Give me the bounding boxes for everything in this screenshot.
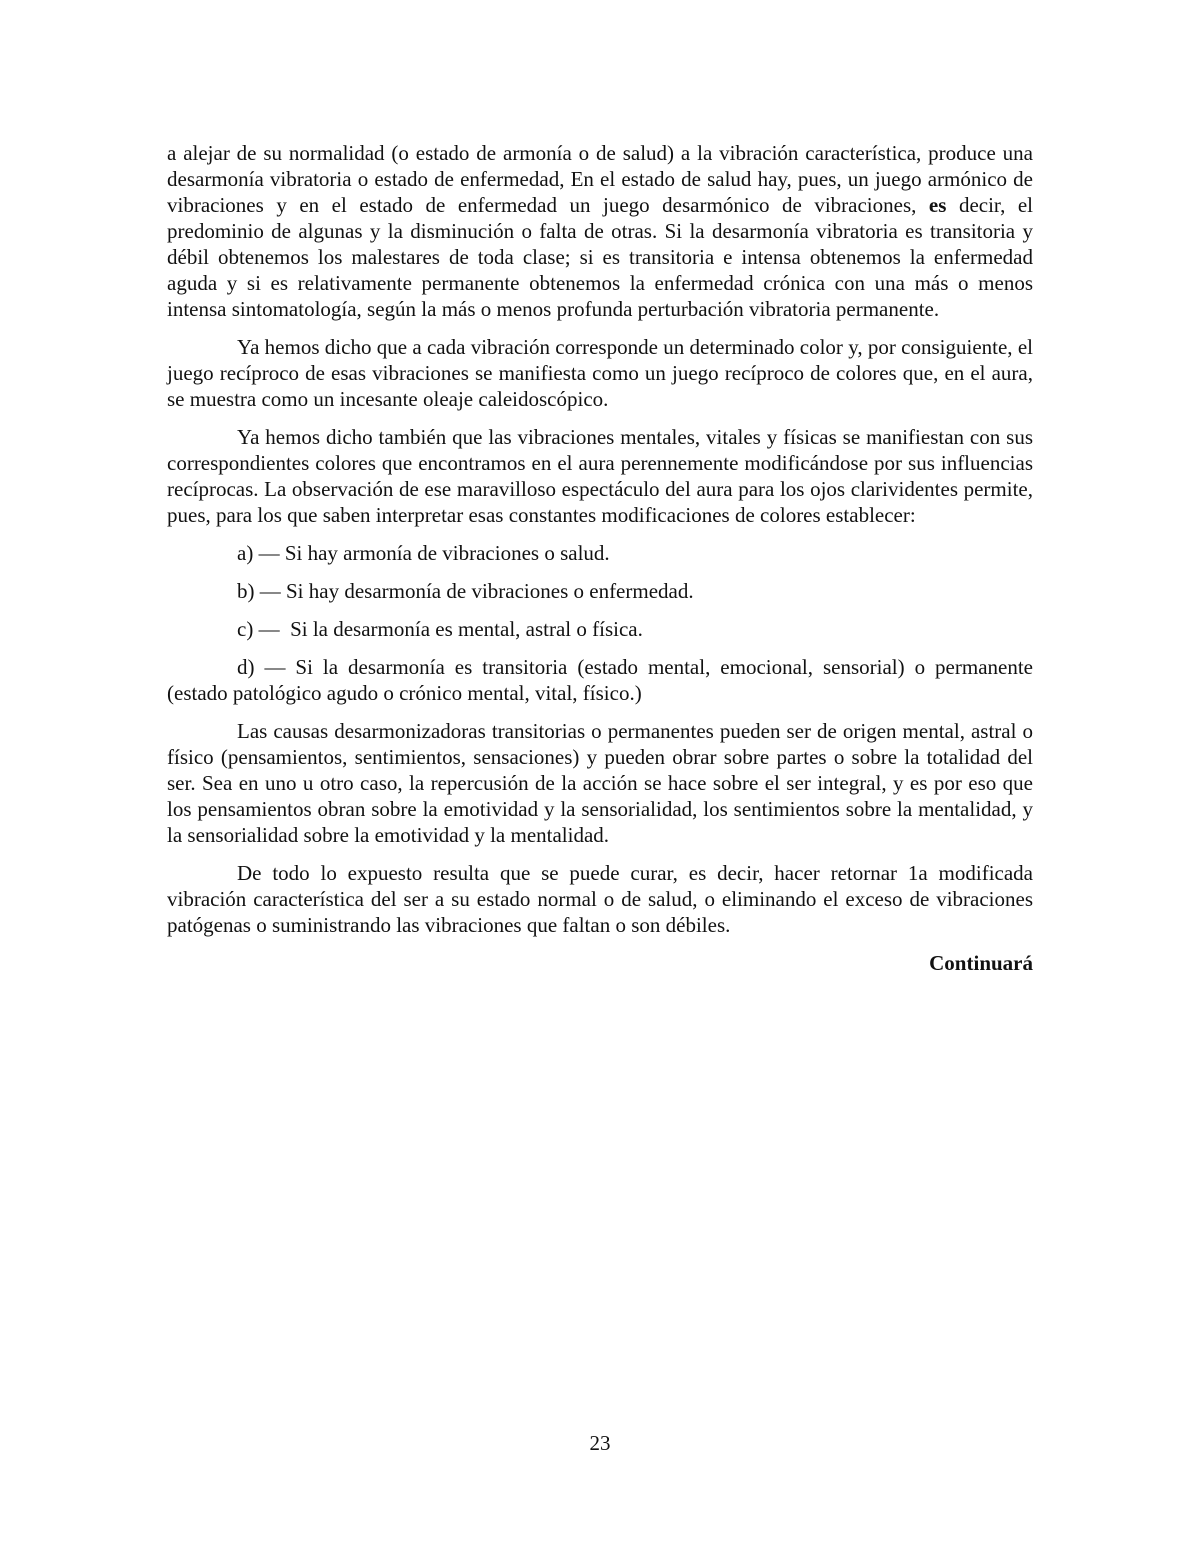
paragraph-1-text-a: a alejar de su normalidad (o estado de armonía o de salud) a la vibración característica, produce una desarmonía vibratoria o estado de enfermedad, En el estado de salud hay, pues, un juego armónico de vibraciones y en el estado de enfermedad un juego desarmónico de vibraciones, [167, 141, 1033, 217]
paragraph-1-bold-word: es [928, 193, 947, 217]
list-item-c: c) — Si la desarmonía es mental, astral o física. [237, 617, 643, 641]
document-body [167, 140, 1033, 976]
paragraph-3: Ya hemos dicho también que las vibraciones mentales, vitales y físicas se manifiestan con sus correspondientes colores que encontramos en el aura perennemente modificándose por sus influencias recíprocas. La observación de ese maravilloso espectáculo del aura para los ojos clarividentes permite, pues, para los que saben interpretar esas constantes modificaciones de colores establecer: [167, 425, 1033, 527]
page-number: 23 [589, 1431, 611, 1455]
list-item-b: b) — Si hay desarmonía de vibraciones o enfermedad. [237, 579, 694, 603]
paragraph-4: Las causas desarmonizadoras transitorias o permanentes pueden ser de origen mental, astral o físico (pensamientos, sentimientos, sensaciones) y pueden obrar sobre partes o sobre la totalidad del ser. Sea en uno u otro caso, la repercusión de la acción se hace sobre el ser integral, y es por eso que los pensamientos obran sobre la emotividad y la sensorialidad, los sentimientos sobre la mentalidad, y la sensorialidad sobre la emotividad y la mentalidad. [167, 719, 1033, 847]
paragraph-1 [167, 140, 1033, 322]
paragraph-5: De todo lo expuesto resulta que se puede curar, es decir, hacer retornar 1a modificada vibración característica del ser a su estado normal o de salud, o eliminando el exceso de vibraciones patógenas o suministrando las vibraciones que faltan o son débiles. [167, 861, 1033, 937]
list-item-d: d) — Si la desarmonía es transitoria (estado mental, emocional, sensorial) o permanente (estado patológico agudo o crónico mental, vital, físico.) [167, 655, 1033, 705]
continued-label: Continuará [929, 951, 1033, 975]
list-item-a: a) — Si hay armonía de vibraciones o salud. [237, 541, 610, 565]
paragraph-1-text-b: decir, el predominio de algunas y la disminución o falta de otras. Si la desarmonía vibratoria es transitoria y débil obtenemos los malestares de toda clase; si es transitoria e intensa obtenemos la enfermedad aguda y si es relativamente permanente obtenemos la enfermedad crónica con una más o menos intensa sintomatología, según la más o menos profunda perturbación vibratoria permanente. [167, 193, 1033, 321]
paragraph-2: Ya hemos dicho que a cada vibración corresponde un determinado color y, por consiguiente, el juego recíproco de esas vibraciones se manifiesta como un juego recíproco de colores que, en el aura, se muestra como un incesante oleaje caleidoscópico. [167, 335, 1033, 411]
